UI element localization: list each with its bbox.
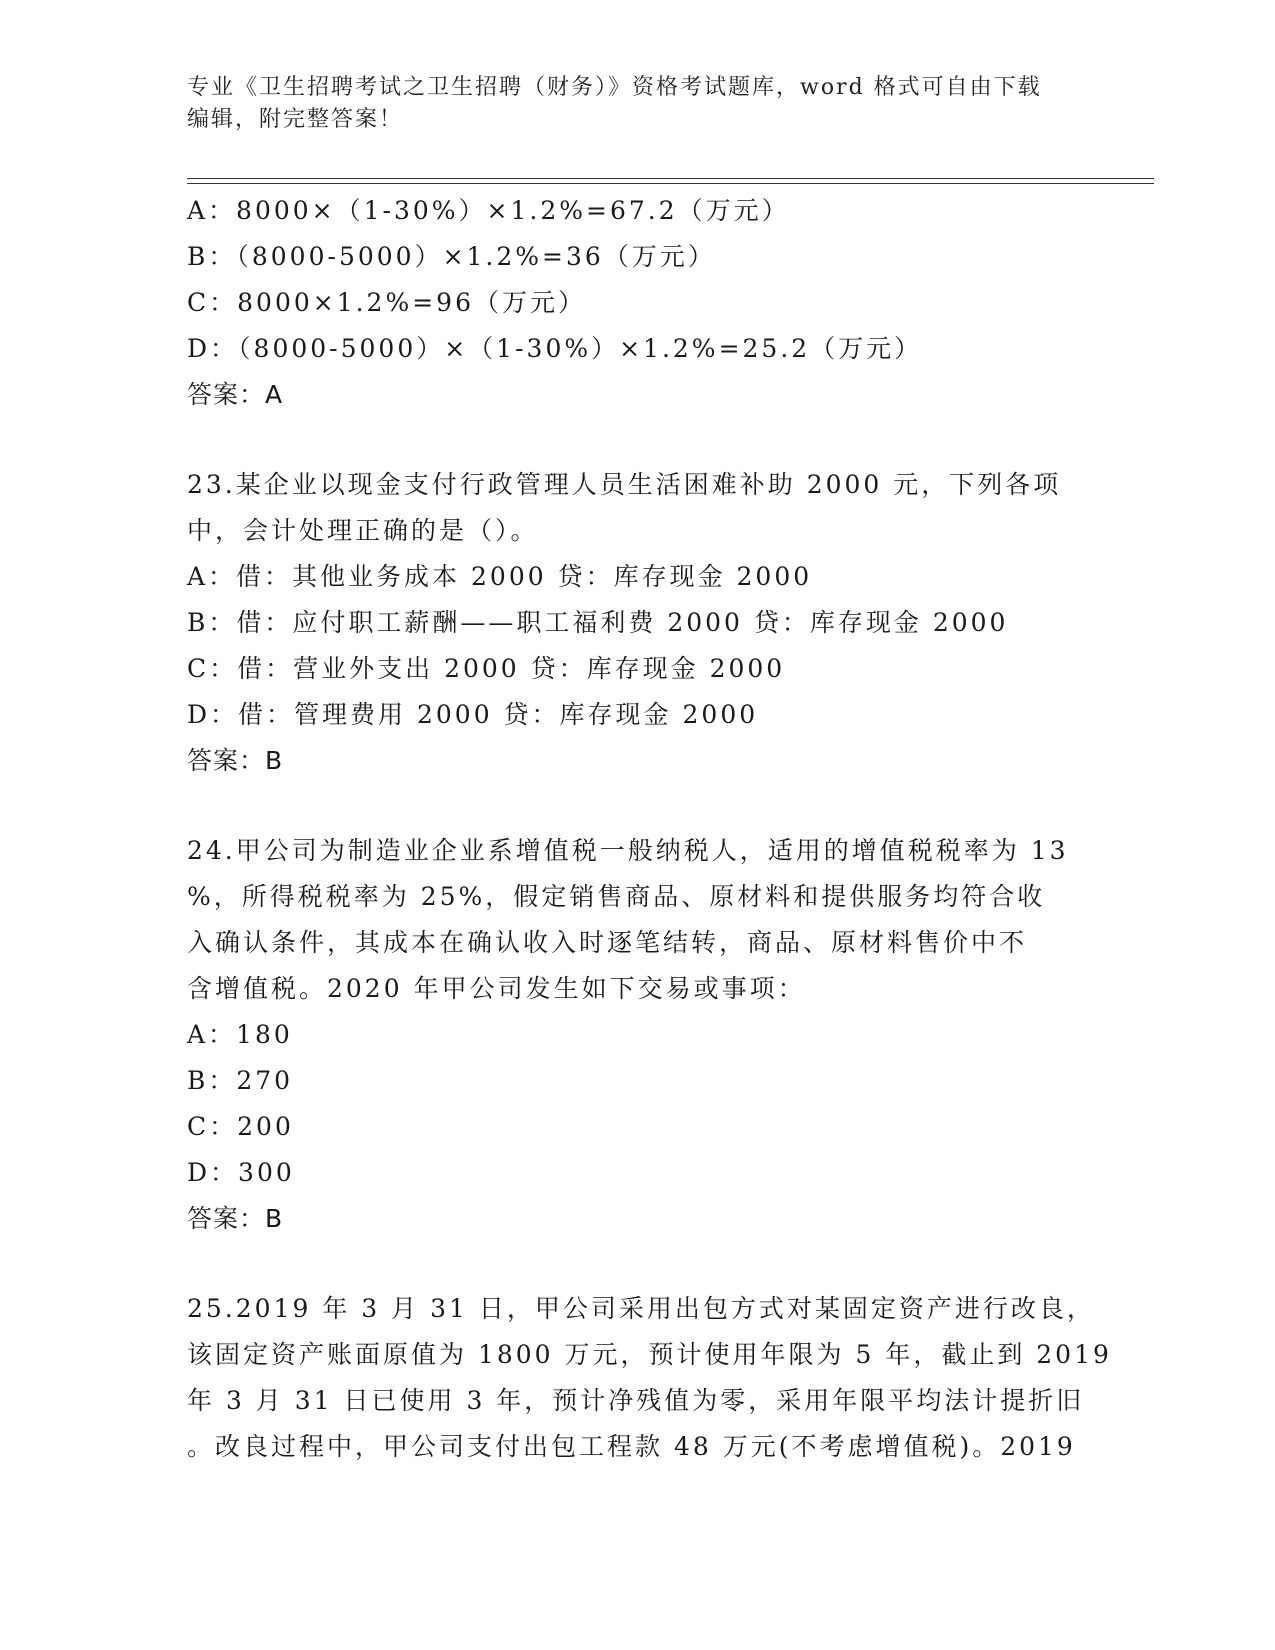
answer: 答案：B (187, 746, 284, 775)
question-text-line: 含增值税。2020 年甲公司发生如下交易或事项： (187, 974, 806, 1003)
option-b: B：270 (187, 1066, 294, 1095)
answer: 答案：A (187, 380, 284, 409)
option-d: D：300 (187, 1158, 295, 1187)
question-text-line: 中，会计处理正确的是（）。 (187, 516, 539, 545)
option-b: B：（8000-5000）×1.2%=36（万元） (187, 242, 716, 271)
question-text-line: 25.2019 年 3 月 31 日，甲公司采用出包方式对某固定资产进行改良， (187, 1294, 1095, 1323)
option-a: A：8000×（1-30%）×1.2%=67.2（万元） (187, 196, 790, 225)
option-b: B：借：应付职工薪酬——职工福利费 2000 贷：库存现金 2000 (187, 608, 1009, 637)
option-d: D：借：管理费用 2000 贷：库存现金 2000 (187, 700, 759, 729)
question-text-line: 24.甲公司为制造业企业系增值税一般纳税人，适用的增值税税率为 13 (187, 836, 1069, 865)
option-c: C：借：营业外支出 2000 贷：库存现金 2000 (187, 654, 786, 683)
question-24 (187, 828, 1087, 1242)
header-line-1: 专业《卫生招聘考试之卫生招聘（财务）》资格考试题库，word 格式可自由下载 (187, 75, 1042, 100)
question-22 (187, 188, 1087, 418)
question-text-line: 23.某企业以现金支付行政管理人员生活困难补助 2000 元，下列各项 (187, 470, 1062, 499)
question-text-line: 该固定资产账面原值为 1800 万元，预计使用年限为 5 年，截止到 2019 (187, 1340, 1112, 1369)
document-body (187, 188, 1112, 1470)
question-23 (187, 462, 1087, 784)
option-c: C：8000×1.2%=96（万元） (187, 288, 586, 317)
question-25 (187, 1286, 1112, 1470)
header-rule-top (187, 178, 1154, 179)
option-a: A：180 (187, 1020, 293, 1049)
question-text-line: 入确认条件，其成本在确认收入时逐笔结转，商品、原材料售价中不 (187, 928, 1028, 957)
question-text-line: 年 3 月 31 日已使用 3 年，预计净残值为零，采用年限平均法计提折旧 (187, 1386, 1085, 1415)
question-text-line: %，所得税税率为 25%，假定销售商品、原材料和提供服务均符合收 (187, 882, 1046, 911)
option-a: A：借：其他业务成本 2000 贷：库存现金 2000 (187, 562, 813, 591)
answer: 答案：B (187, 1204, 284, 1233)
header-line-2: 编辑，附完整答案！ (187, 107, 404, 132)
document-header (187, 72, 1087, 136)
option-d: D：（8000-5000）×（1-30%）×1.2%=25.2（万元） (187, 334, 923, 363)
header-rule-bottom (187, 183, 1154, 184)
question-text-line: 。改良过程中，甲公司支付出包工程款 48 万元(不考虑增值税)。2019 (187, 1432, 1076, 1461)
option-c: C：200 (187, 1112, 294, 1141)
